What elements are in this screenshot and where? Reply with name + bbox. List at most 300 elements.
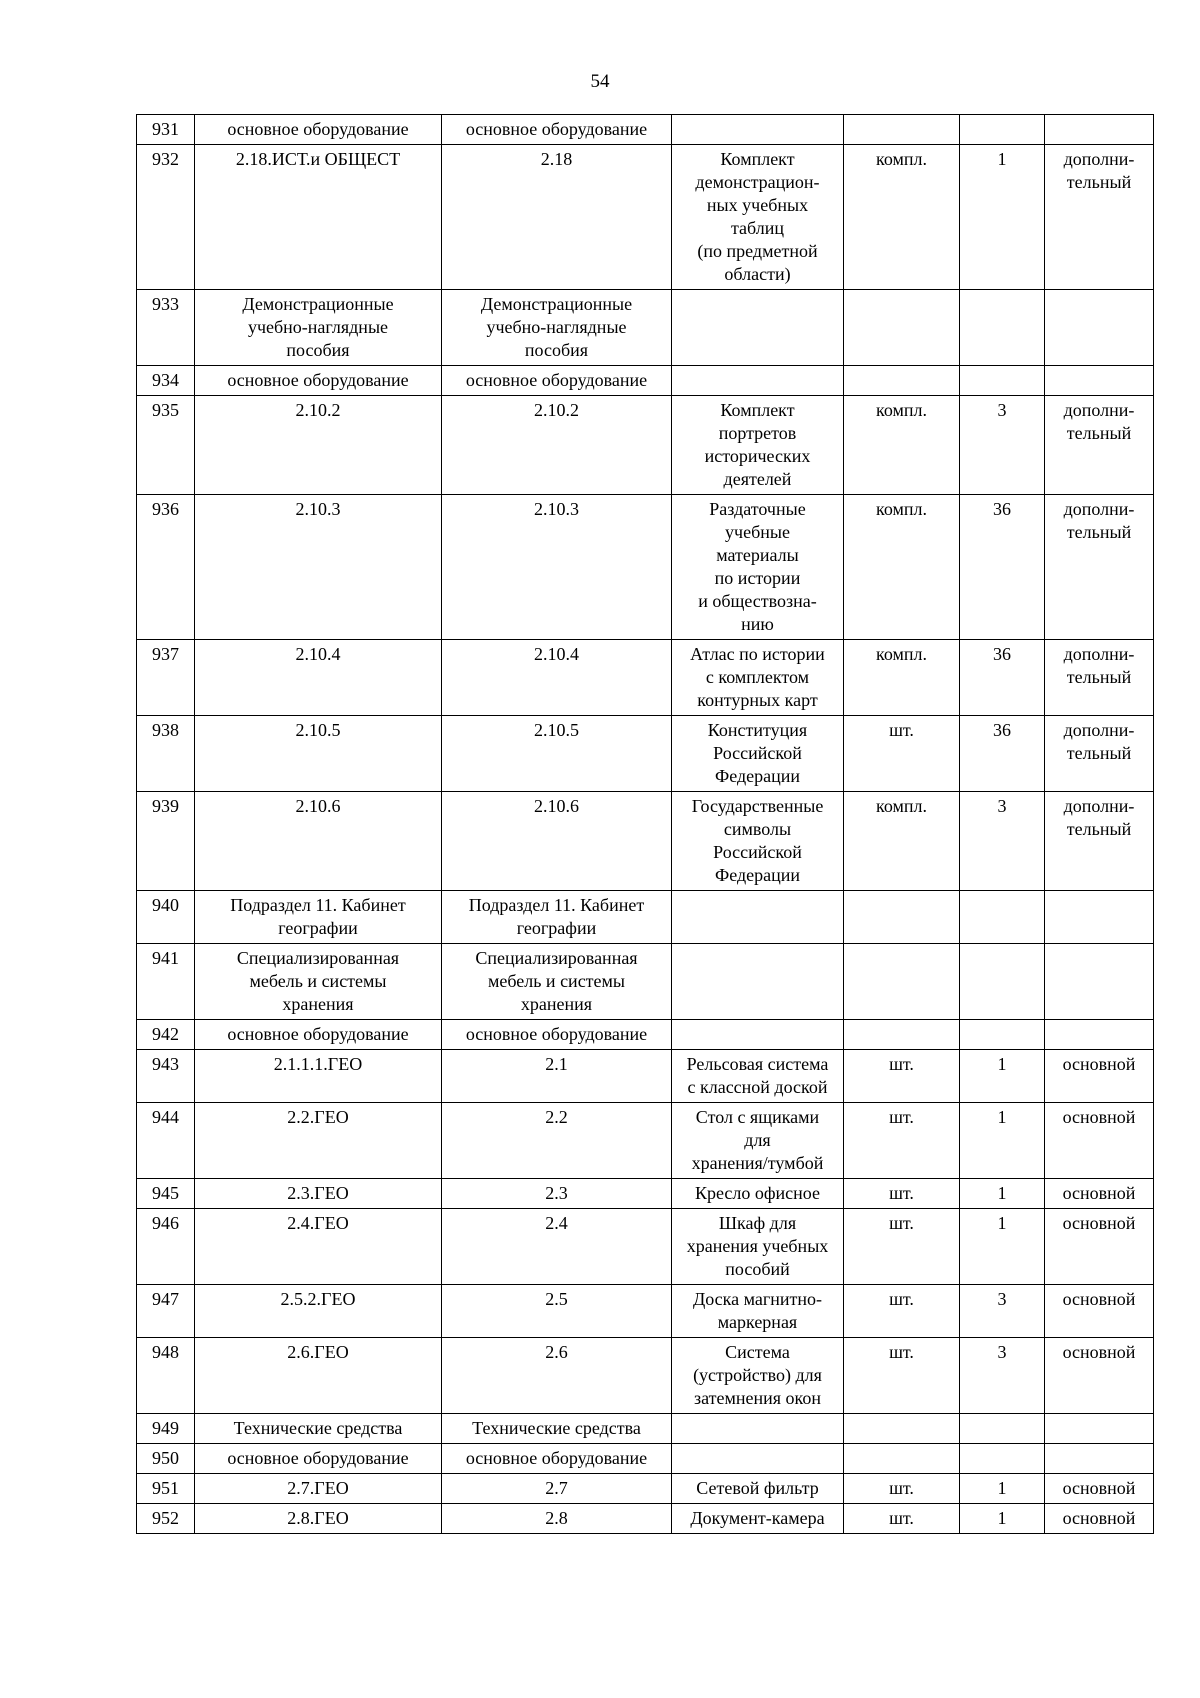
quantity-cell-text: 36 bbox=[993, 644, 1011, 664]
row-number-cell bbox=[137, 1338, 195, 1414]
item-code-cell-text: 2.10.3 bbox=[534, 499, 579, 519]
row-number-cell bbox=[137, 1414, 195, 1444]
item-name-cell bbox=[672, 1103, 844, 1179]
item-name-cell-text: Шкаф для хранения учебных пособий bbox=[686, 1213, 829, 1279]
table-row bbox=[137, 1050, 1154, 1103]
unit-cell bbox=[844, 290, 960, 366]
row-number-cell bbox=[137, 290, 195, 366]
category-cell-text: основной bbox=[1062, 1183, 1136, 1203]
quantity-cell-text: 36 bbox=[993, 720, 1011, 740]
item-name-cell-text: Комплект портретов исторических деятелей bbox=[704, 400, 811, 489]
page-number: 54 bbox=[590, 71, 610, 92]
category-cell-text: основной bbox=[1062, 1478, 1136, 1498]
category-cell bbox=[1045, 290, 1154, 366]
quantity-cell-text: 1 bbox=[997, 1183, 1007, 1203]
item-code-cell bbox=[442, 1020, 672, 1050]
category-cell bbox=[1045, 1474, 1154, 1504]
item-code-cell bbox=[442, 640, 672, 716]
quantity-cell-text: 1 bbox=[997, 149, 1007, 169]
item-name-cell-text: Доска магнитно- маркерная bbox=[692, 1289, 823, 1332]
quantity-cell bbox=[960, 640, 1045, 716]
item-code-cell-text: основное оборудование bbox=[465, 1448, 648, 1468]
section-code-cell-text: 2.10.2 bbox=[295, 400, 341, 420]
item-code-cell-text: 2.3 bbox=[545, 1183, 568, 1203]
item-code-cell-text: 2.10.6 bbox=[534, 796, 579, 816]
section-code-cell bbox=[195, 1050, 442, 1103]
category-cell bbox=[1045, 640, 1154, 716]
section-code-cell-text: 2.10.4 bbox=[295, 644, 341, 664]
category-cell-text: дополни- тельный bbox=[1063, 796, 1135, 839]
category-cell-text: основной bbox=[1062, 1213, 1136, 1233]
section-code-cell bbox=[195, 1444, 442, 1474]
row-number-cell bbox=[137, 792, 195, 891]
category-cell bbox=[1045, 944, 1154, 1020]
unit-cell-text: компл. bbox=[876, 499, 927, 519]
item-code-cell bbox=[442, 145, 672, 290]
quantity-cell-text: 3 bbox=[997, 400, 1007, 420]
item-name-cell bbox=[672, 115, 844, 145]
row-number-cell-text: 939 bbox=[152, 796, 179, 816]
item-code-cell bbox=[442, 716, 672, 792]
item-name-cell-text: Сетевой фильтр bbox=[696, 1478, 819, 1498]
item-code-cell bbox=[442, 1414, 672, 1444]
unit-cell bbox=[844, 1103, 960, 1179]
table-row bbox=[137, 1444, 1154, 1474]
category-cell bbox=[1045, 1179, 1154, 1209]
row-number-cell-text: 934 bbox=[152, 370, 179, 390]
unit-cell bbox=[844, 944, 960, 1020]
section-code-cell-text: 2.4.ГЕО bbox=[287, 1213, 349, 1233]
item-name-cell bbox=[672, 891, 844, 944]
category-cell bbox=[1045, 716, 1154, 792]
item-name-cell bbox=[672, 1474, 844, 1504]
unit-cell bbox=[844, 1285, 960, 1338]
section-code-cell-text: Специализированная мебель и системы хранения bbox=[236, 948, 400, 1014]
section-code-cell bbox=[195, 1020, 442, 1050]
row-number-cell bbox=[137, 640, 195, 716]
quantity-cell bbox=[960, 1338, 1045, 1414]
unit-cell-text: шт. bbox=[889, 1342, 914, 1362]
row-number-cell-text: 938 bbox=[152, 720, 179, 740]
section-code-cell-text: 2.10.5 bbox=[295, 720, 341, 740]
row-number-cell-text: 940 bbox=[152, 895, 179, 915]
item-code-cell bbox=[442, 1474, 672, 1504]
section-code-cell-text: Демонстрационные учебно-наглядные пособия bbox=[242, 294, 394, 360]
unit-cell-text: компл. bbox=[876, 149, 927, 169]
item-code-cell-text: 2.5 bbox=[545, 1289, 568, 1309]
quantity-cell-text: 1 bbox=[997, 1478, 1007, 1498]
quantity-cell bbox=[960, 1103, 1045, 1179]
row-number-cell-text: 949 bbox=[152, 1418, 179, 1438]
unit-cell bbox=[844, 1504, 960, 1534]
quantity-cell bbox=[960, 1050, 1045, 1103]
section-code-cell bbox=[195, 1338, 442, 1414]
item-code-cell bbox=[442, 1285, 672, 1338]
row-number-cell-text: 944 bbox=[152, 1107, 179, 1127]
quantity-cell-text: 1 bbox=[997, 1508, 1007, 1528]
row-number-cell-text: 952 bbox=[152, 1508, 179, 1528]
category-cell bbox=[1045, 366, 1154, 396]
category-cell-text: дополни- тельный bbox=[1063, 400, 1135, 443]
row-number-cell bbox=[137, 396, 195, 495]
item-code-cell-text: основное оборудование bbox=[465, 119, 648, 139]
row-number-cell bbox=[137, 366, 195, 396]
category-cell bbox=[1045, 1414, 1154, 1444]
item-name-cell-text: Конституция Российской Федерации bbox=[707, 720, 808, 786]
item-name-cell bbox=[672, 396, 844, 495]
section-code-cell-text: основное оборудование bbox=[227, 1448, 409, 1468]
quantity-cell bbox=[960, 366, 1045, 396]
unit-cell bbox=[844, 891, 960, 944]
unit-cell bbox=[844, 1444, 960, 1474]
category-cell-text: основной bbox=[1062, 1107, 1136, 1127]
item-name-cell-text: Раздаточные учебные материалы по истории и обществозна- нию bbox=[698, 499, 817, 634]
row-number-cell bbox=[137, 1020, 195, 1050]
row-number-cell-text: 936 bbox=[152, 499, 179, 519]
quantity-cell bbox=[960, 1179, 1045, 1209]
item-name-cell-text: Документ-камера bbox=[690, 1508, 825, 1528]
row-number-cell-text: 943 bbox=[152, 1054, 179, 1074]
unit-cell bbox=[844, 1474, 960, 1504]
unit-cell bbox=[844, 716, 960, 792]
item-code-cell bbox=[442, 1209, 672, 1285]
item-name-cell-text: Атлас по истории с комплектом контурных карт bbox=[690, 644, 825, 710]
item-code-cell-text: 2.2 bbox=[545, 1107, 568, 1127]
section-code-cell bbox=[195, 145, 442, 290]
item-name-cell bbox=[672, 640, 844, 716]
table-row bbox=[137, 1285, 1154, 1338]
category-cell bbox=[1045, 115, 1154, 145]
row-number-cell bbox=[137, 1209, 195, 1285]
quantity-cell bbox=[960, 1209, 1045, 1285]
quantity-cell-text: 36 bbox=[993, 499, 1011, 519]
table-row bbox=[137, 944, 1154, 1020]
unit-cell bbox=[844, 1209, 960, 1285]
quantity-cell-text: 3 bbox=[997, 1342, 1007, 1362]
section-code-cell-text: 2.1.1.1.ГЕО bbox=[273, 1054, 363, 1074]
category-cell-text: дополни- тельный bbox=[1063, 149, 1135, 192]
quantity-cell bbox=[960, 1504, 1045, 1534]
unit-cell bbox=[844, 1179, 960, 1209]
row-number-cell bbox=[137, 1179, 195, 1209]
row-number-cell bbox=[137, 145, 195, 290]
section-code-cell-text: 2.8.ГЕО bbox=[287, 1508, 349, 1528]
table-row bbox=[137, 1414, 1154, 1444]
category-cell bbox=[1045, 792, 1154, 891]
section-code-cell-text: 2.18.ИСТ.и ОБЩЕСТ bbox=[235, 149, 401, 169]
unit-cell bbox=[844, 366, 960, 396]
unit-cell-text: шт. bbox=[889, 1478, 914, 1498]
item-code-cell bbox=[442, 944, 672, 1020]
item-code-cell bbox=[442, 495, 672, 640]
item-code-cell bbox=[442, 1444, 672, 1474]
unit-cell bbox=[844, 1414, 960, 1444]
section-code-cell bbox=[195, 1179, 442, 1209]
item-code-cell-text: 2.7 bbox=[545, 1478, 568, 1498]
item-name-cell bbox=[672, 290, 844, 366]
section-code-cell-text: Технические средства bbox=[233, 1418, 403, 1438]
item-name-cell-text: Система (устройство) для затемнения окон bbox=[693, 1342, 822, 1408]
section-code-cell bbox=[195, 1209, 442, 1285]
quantity-cell bbox=[960, 1020, 1045, 1050]
section-code-cell bbox=[195, 1504, 442, 1534]
section-code-cell-text: 2.2.ГЕО bbox=[287, 1107, 349, 1127]
quantity-cell-text: 1 bbox=[997, 1054, 1007, 1074]
item-name-cell-text: Комплект демонстрацион- ных учебных таблиц (по предметной области) bbox=[695, 149, 820, 284]
item-code-cell bbox=[442, 1504, 672, 1534]
table-row bbox=[137, 1179, 1154, 1209]
section-code-cell bbox=[195, 716, 442, 792]
quantity-cell bbox=[960, 115, 1045, 145]
row-number-cell bbox=[137, 716, 195, 792]
category-cell bbox=[1045, 145, 1154, 290]
row-number-cell-text: 951 bbox=[152, 1478, 179, 1498]
table-row bbox=[137, 716, 1154, 792]
quantity-cell bbox=[960, 495, 1045, 640]
quantity-cell bbox=[960, 792, 1045, 891]
table-row bbox=[137, 1103, 1154, 1179]
quantity-cell bbox=[960, 1285, 1045, 1338]
section-code-cell bbox=[195, 891, 442, 944]
quantity-cell bbox=[960, 1444, 1045, 1474]
category-cell-text: основной bbox=[1062, 1342, 1136, 1362]
row-number-cell bbox=[137, 495, 195, 640]
unit-cell bbox=[844, 396, 960, 495]
unit-cell bbox=[844, 792, 960, 891]
row-number-cell bbox=[137, 1444, 195, 1474]
unit-cell-text: компл. bbox=[876, 644, 927, 664]
item-name-cell bbox=[672, 1050, 844, 1103]
item-code-cell-text: 2.18 bbox=[540, 149, 573, 169]
row-number-cell bbox=[137, 891, 195, 944]
row-number-cell-text: 946 bbox=[152, 1213, 179, 1233]
item-name-cell bbox=[672, 145, 844, 290]
table-row bbox=[137, 115, 1154, 145]
row-number-cell-text: 931 bbox=[152, 119, 179, 139]
item-name-cell bbox=[672, 1179, 844, 1209]
item-code-cell-text: 2.8 bbox=[545, 1508, 568, 1528]
unit-cell-text: компл. bbox=[876, 400, 927, 420]
quantity-cell bbox=[960, 290, 1045, 366]
section-code-cell bbox=[195, 944, 442, 1020]
item-code-cell-text: 2.1 bbox=[545, 1054, 568, 1074]
section-code-cell bbox=[195, 290, 442, 366]
row-number-cell-text: 947 bbox=[152, 1289, 179, 1309]
table-row bbox=[137, 891, 1154, 944]
item-code-cell-text: 2.4 bbox=[545, 1213, 568, 1233]
unit-cell bbox=[844, 145, 960, 290]
item-name-cell bbox=[672, 1444, 844, 1474]
item-name-cell bbox=[672, 1020, 844, 1050]
section-code-cell bbox=[195, 495, 442, 640]
item-code-cell-text: Подраздел 11. Кабинет географии bbox=[468, 895, 645, 938]
category-cell bbox=[1045, 396, 1154, 495]
item-name-cell bbox=[672, 944, 844, 1020]
table-row bbox=[137, 1474, 1154, 1504]
section-code-cell-text: 2.3.ГЕО bbox=[287, 1183, 349, 1203]
category-cell bbox=[1045, 1020, 1154, 1050]
unit-cell bbox=[844, 115, 960, 145]
category-cell-text: основной bbox=[1062, 1508, 1136, 1528]
unit-cell bbox=[844, 495, 960, 640]
row-number-cell bbox=[137, 944, 195, 1020]
table-row bbox=[137, 366, 1154, 396]
category-cell-text: основной bbox=[1062, 1289, 1136, 1309]
row-number-cell-text: 937 bbox=[152, 644, 179, 664]
item-code-cell-text: 2.6 bbox=[545, 1342, 568, 1362]
item-code-cell bbox=[442, 1103, 672, 1179]
item-code-cell bbox=[442, 115, 672, 145]
quantity-cell bbox=[960, 891, 1045, 944]
section-code-cell bbox=[195, 366, 442, 396]
section-code-cell-text: основное оборудование bbox=[227, 1024, 409, 1044]
unit-cell-text: шт. bbox=[889, 720, 914, 740]
item-code-cell-text: 2.10.5 bbox=[534, 720, 579, 740]
item-name-cell bbox=[672, 495, 844, 640]
unit-cell-text: шт. bbox=[889, 1289, 914, 1309]
unit-cell-text: шт. bbox=[889, 1107, 914, 1127]
unit-cell-text: шт. bbox=[889, 1054, 914, 1074]
item-name-cell bbox=[672, 792, 844, 891]
category-cell-text: дополни- тельный bbox=[1063, 644, 1135, 687]
section-code-cell bbox=[195, 792, 442, 891]
row-number-cell bbox=[137, 1285, 195, 1338]
table-row bbox=[137, 1338, 1154, 1414]
row-number-cell-text: 935 bbox=[152, 400, 179, 420]
unit-cell bbox=[844, 1020, 960, 1050]
section-code-cell bbox=[195, 115, 442, 145]
item-code-cell bbox=[442, 891, 672, 944]
table-row bbox=[137, 1504, 1154, 1534]
section-code-cell-text: 2.10.3 bbox=[295, 499, 341, 519]
item-code-cell bbox=[442, 1050, 672, 1103]
row-number-cell-text: 932 bbox=[152, 149, 179, 169]
row-number-cell-text: 933 bbox=[152, 294, 179, 314]
row-number-cell-text: 942 bbox=[152, 1024, 179, 1044]
section-code-cell bbox=[195, 396, 442, 495]
item-code-cell-text: Специализированная мебель и системы хранения bbox=[475, 948, 638, 1014]
item-code-cell-text: 2.10.4 bbox=[534, 644, 579, 664]
section-code-cell-text: 2.6.ГЕО bbox=[287, 1342, 349, 1362]
section-code-cell-text: 2.5.2.ГЕО bbox=[280, 1289, 356, 1309]
quantity-cell-text: 1 bbox=[997, 1213, 1007, 1233]
item-code-cell-text: Технические средства bbox=[472, 1418, 641, 1438]
section-code-cell bbox=[195, 1285, 442, 1338]
section-code-cell-text: 2.7.ГЕО bbox=[287, 1478, 349, 1498]
item-code-cell bbox=[442, 792, 672, 891]
item-name-cell bbox=[672, 1504, 844, 1534]
row-number-cell-text: 950 bbox=[152, 1448, 179, 1468]
quantity-cell bbox=[960, 1414, 1045, 1444]
item-code-cell-text: основное оборудование bbox=[465, 1024, 648, 1044]
quantity-cell bbox=[960, 716, 1045, 792]
item-name-cell bbox=[672, 366, 844, 396]
category-cell-text: дополни- тельный bbox=[1063, 720, 1135, 763]
item-code-cell bbox=[442, 290, 672, 366]
section-code-cell bbox=[195, 1474, 442, 1504]
section-code-cell bbox=[195, 1414, 442, 1444]
category-cell bbox=[1045, 1285, 1154, 1338]
unit-cell-text: шт. bbox=[889, 1183, 914, 1203]
unit-cell-text: шт. bbox=[889, 1508, 914, 1528]
item-code-cell bbox=[442, 366, 672, 396]
row-number-cell-text: 941 bbox=[152, 948, 179, 968]
item-name-cell bbox=[672, 716, 844, 792]
quantity-cell-text: 3 bbox=[997, 1289, 1007, 1309]
item-name-cell bbox=[672, 1285, 844, 1338]
category-cell bbox=[1045, 1338, 1154, 1414]
quantity-cell bbox=[960, 944, 1045, 1020]
unit-cell bbox=[844, 640, 960, 716]
item-name-cell bbox=[672, 1414, 844, 1444]
section-code-cell bbox=[195, 1103, 442, 1179]
unit-cell bbox=[844, 1338, 960, 1414]
item-code-cell bbox=[442, 1179, 672, 1209]
category-cell-text: дополни- тельный bbox=[1063, 499, 1135, 542]
category-cell bbox=[1045, 1444, 1154, 1474]
category-cell-text: основной bbox=[1062, 1054, 1136, 1074]
category-cell bbox=[1045, 1103, 1154, 1179]
table-row bbox=[137, 145, 1154, 290]
category-cell bbox=[1045, 1209, 1154, 1285]
category-cell bbox=[1045, 891, 1154, 944]
table-row bbox=[137, 1209, 1154, 1285]
item-code-cell-text: основное оборудование bbox=[465, 370, 648, 390]
item-name-cell bbox=[672, 1338, 844, 1414]
quantity-cell bbox=[960, 1474, 1045, 1504]
quantity-cell-text: 1 bbox=[997, 1107, 1007, 1127]
unit-cell-text: компл. bbox=[876, 796, 927, 816]
row-number-cell bbox=[137, 1504, 195, 1534]
category-cell bbox=[1045, 495, 1154, 640]
table-body bbox=[137, 115, 1154, 1534]
quantity-cell bbox=[960, 145, 1045, 290]
row-number-cell bbox=[137, 1103, 195, 1179]
item-code-cell bbox=[442, 396, 672, 495]
equipment-table bbox=[136, 114, 1154, 1534]
item-name-cell-text: Рельсовая система с классной доской bbox=[686, 1054, 829, 1097]
table-row bbox=[137, 640, 1154, 716]
item-name-cell bbox=[672, 1209, 844, 1285]
item-code-cell-text: 2.10.2 bbox=[534, 400, 579, 420]
row-number-cell bbox=[137, 115, 195, 145]
row-number-cell-text: 948 bbox=[152, 1342, 179, 1362]
item-name-cell-text: Стол с ящиками для хранения/тумбой bbox=[691, 1107, 824, 1173]
quantity-cell bbox=[960, 396, 1045, 495]
quantity-cell-text: 3 bbox=[997, 796, 1007, 816]
section-code-cell-text: 2.10.6 bbox=[295, 796, 341, 816]
section-code-cell-text: основное оборудование bbox=[227, 370, 409, 390]
table-row bbox=[137, 1020, 1154, 1050]
row-number-cell bbox=[137, 1050, 195, 1103]
table-row bbox=[137, 290, 1154, 366]
section-code-cell bbox=[195, 640, 442, 716]
row-number-cell bbox=[137, 1474, 195, 1504]
unit-cell bbox=[844, 1050, 960, 1103]
item-name-cell-text: Государственные символы Российской Федерации bbox=[691, 796, 824, 885]
section-code-cell-text: Подраздел 11. Кабинет географии bbox=[230, 895, 406, 938]
table-row bbox=[137, 396, 1154, 495]
unit-cell-text: шт. bbox=[889, 1213, 914, 1233]
item-code-cell-text: Демонстрационные учебно-наглядные пособия bbox=[480, 294, 633, 360]
section-code-cell-text: основное оборудование bbox=[227, 119, 409, 139]
category-cell bbox=[1045, 1050, 1154, 1103]
category-cell bbox=[1045, 1504, 1154, 1534]
table-row bbox=[137, 792, 1154, 891]
row-number-cell-text: 945 bbox=[152, 1183, 179, 1203]
item-name-cell-text: Кресло офисное bbox=[694, 1183, 821, 1203]
item-code-cell bbox=[442, 1338, 672, 1414]
